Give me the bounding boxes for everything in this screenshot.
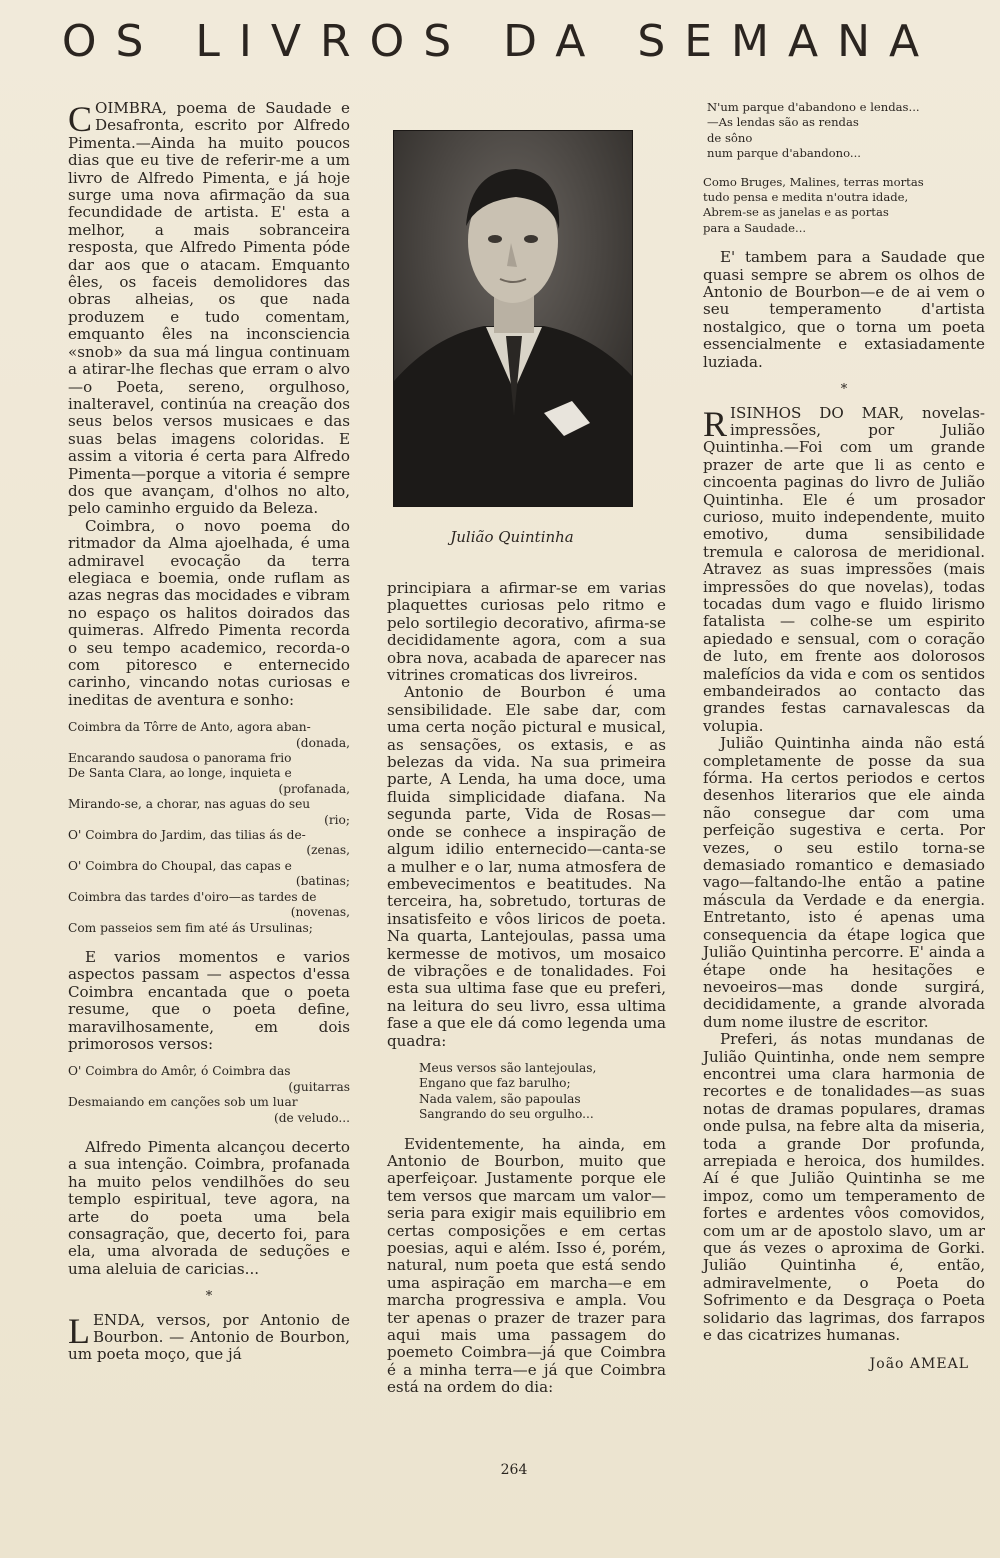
review-lenda-intro: LENDA, versos, por Antonio de Bourbon. — Antonio de Bourbon, um poeta moço, que já: [68, 1310, 350, 1364]
verse-line: Coimbra da Tôrre de Anto, agora aban-: [68, 720, 311, 735]
author-signature: João AMEAL: [869, 1356, 969, 1373]
column-middle: [387, 580, 666, 1397]
review-lenda-continued: principiara a afirmar-se em varias plaquettes curiosas pelo ritmo e pelo sortilegio decorativo, afirma-se decididamente agora, com a sua obra nova, acabada de aparecer nas vitrines cromaticas dos livreiros.: [387, 579, 666, 685]
verse-parque: [703, 100, 985, 162]
review-risinhos-conclusion: Preferi, ás notas mundanas de Julião Quintinha, onde nem sempre encontrei uma clara harmonia de recortes e de tonalidades—as suas notas de dramas populares, dramas onde pulsa, na febre alta da miseria, toda a grande Dor profunda, arrepiada e heroica, dos humildes. Aí é que Julião Quintinha se me impoz, como um temperamento de fortes e ardentes vôos comovidos, com um ar de apostolo slavo, um ar que ás vezes o aproxima de Gorki. Julião Quintinha é, então, admiravelmente, o Poeta do Sofrimento e da Desgraça o Poeta solidario das lagrimas, dos farrapos e das cicatrizes humanas.: [703, 1030, 985, 1345]
verse-bruges: [703, 175, 985, 237]
verse-line: De Santa Clara, ao longe, inquieta e: [68, 766, 292, 781]
column-left: [68, 100, 350, 1364]
review-coimbra-intro: COIMBRA, poema de Saudade e Desafronta, escrito por Alfredo Pimenta.—Ainda ha muito poucos dias que eu tive de referir-me a um livro de Alfredo Pimenta, e já hoje surge uma nova afirmação da sua fecundidade de artista. E' esta a melhor, a mais sobranceira resposta, que Alfredo Pimenta póde dar aos que o atacam. Emquanto êles, os faceis demolidores das obras alheias, os que nada produzem e tudo comentam, emquanto êles na inconsciencia «snob» da sua má lingua continuam a atirar-lhe flechas que erram o alvo—o Poeta, sereno, orgulhoso, inalteravel, continúa na creação dos seus belos versos musicaes e das suas belas imagens coloridas. E assim a vitoria é certa para Alfredo Pimenta—porque a vitoria é sempre dos que avançam, d'olhos no alto, pelo caminho erguido da Beleza.: [68, 99, 350, 518]
section-divider: *: [840, 382, 848, 398]
page-number: 264: [500, 1462, 528, 1478]
verse-line-continuation: (profanada,: [278, 781, 350, 796]
review-risinhos-style: Julião Quintinha ainda não está completamente de posse da sua fórma. Ha certos periodos e certos desenhos literarios que ele ainda não consegue dar com uma perfeição sugestiva e certa. Por vezes, o seu estilo torna-se demasiado romantico e demasiado vago—faltando-lhe então a patine máscula da Verdade e da energia. Entretanto, isto é apenas uma consequencia da étape logica que Julião Quintinha percorre. E' ainda a étape onde ha hesitações e nevoeiros—mas donde surgirá, decididamente, a grande alvorada dum nome ilustre de escritor.: [703, 734, 985, 1031]
review-coimbra-conclusion: Alfredo Pimenta alcançou decerto a sua intenção. Coimbra, profanada ha muito pelos vendilhões do seu templo espiritual, teve agora, na arte do poeta uma bela consagração, que, decerto foi, para ela, uma alvorada de seduções e uma aleluia de caricias...: [68, 1137, 350, 1278]
page-title: OS LIVROS DA SEMANA: [61, 16, 939, 67]
photo-caption: Julião Quintinha: [450, 528, 574, 546]
verse-line: Sangrando do seu orgulho...: [419, 1107, 594, 1122]
portrait-illustration: [394, 131, 632, 506]
verse-line: O' Coimbra do Choupal, das capas e: [68, 858, 292, 873]
verse-line: para a Saudade...: [703, 220, 807, 235]
verse-line-continuation: (batinas;: [295, 874, 350, 889]
review-lenda-saudade: E' tambem para a Saudade que quasi sempre se abrem os olhos de Antonio de Bourbon—e de ai vem o seu temperamento d'artista nostalgico, que o torna um poeta essencialmente e extasiadamente luziada.: [703, 248, 985, 371]
verse-line: tudo pensa e medita n'outra idade,: [703, 190, 909, 205]
verse-line: N'um parque d'abandono e lendas...: [707, 100, 920, 114]
review-lenda-body: Antonio de Bourbon é uma sensibilidade. Ele sabe dar, com uma certa noção pictural e musical, as sensações, os extasis, e as belezas da vida. Na sua primeira parte, A Lenda, ha uma doce, uma fluida simplicidade diafana. Na segunda parte, Vida de Rosas—onde se conhece a inspiração de algum idilio enternecido—canta-se a mulher e o lar, numa atmosfera de embevecimentos e beatitudes. Na terceira, ha, sobretudo, torturas de insatisfeito e vôos liricos de poeta. Na quarta, Lantejoulas, passa uma kermesse de motivos, um mosaico de vibrações e de tonalidades. Foi esta sua ultima fase que eu preferi, na leitura do seu livro, essa ultima fase a que ele dá como legenda uma quadra:: [387, 683, 666, 1050]
verse-line: Abrem-se as janelas e as portas: [703, 205, 889, 220]
drop-cap: R: [703, 403, 728, 444]
verse-line: Engano que faz barulho;: [419, 1076, 571, 1091]
drop-cap: C: [68, 99, 93, 139]
verse-line: Mirando-se, a chorar, nas aguas do seu: [68, 797, 311, 812]
verse-line: Com passeios sem fim até ás Ursulinas;: [68, 920, 313, 935]
verse-line-continuation: (zenas,: [306, 843, 350, 858]
verse-line: Como Bruges, Malines, terras mortas: [703, 174, 924, 189]
verse-coimbra-2: [68, 1064, 350, 1126]
verse-line-continuation: (guitarras: [288, 1079, 350, 1094]
verse-line: Nada valem, são papoulas: [419, 1091, 581, 1106]
verse-line: —As lendas são as rendas: [707, 115, 859, 130]
verse-line-continuation: (donada,: [296, 735, 350, 750]
verse-line: O' Coimbra do Jardim, das tilias ás de-: [68, 828, 306, 843]
verse-line: Meus versos são lantejoulas,: [419, 1060, 597, 1075]
section-divider: *: [205, 1289, 213, 1305]
verse-line: Coimbra das tardes d'oiro—as tardes de: [68, 889, 317, 904]
verse-coimbra-1: [68, 720, 350, 936]
review-lenda-critique: Evidentemente, ha ainda, em Antonio de Bourbon, muito que aperfeiçoar. Justamente porque ele tem versos que marcam um valor—seria para exigir mais equilibrio em certas composições e em certas poesias, aqui e além. Isso é, porém, natural, num poeta que está sendo uma aspiração em marcha—e em marcha progressiva e ampla. Vou ter apenas o prazer de trazer para aqui mais uma passagem do poemeto Coimbra—já que Coimbra é a minha terra—e já que Coimbra está na ordem do dia:: [387, 1134, 666, 1397]
column-right: [703, 100, 985, 1374]
verse-line-continuation: (novenas,: [290, 905, 350, 920]
verse-line: Desmaiando em canções sob um luar: [68, 1095, 298, 1110]
verse-line-continuation: (de veludo...: [273, 1110, 350, 1125]
verse-lantejoulas: [387, 1061, 666, 1123]
review-coimbra-aspects: E varios momentos e varios aspectos passam — aspectos d'essa Coimbra encantada que o poeta resume, que o poeta define, maravilhosamente, em dois primorosos versos:: [68, 947, 350, 1053]
verse-line: O' Coimbra do Amôr, ó Coimbra das: [68, 1064, 291, 1079]
review-coimbra-body: Coimbra, o novo poema do ritmador da Alma ajoelhada, é uma admiravel evocação da terra elegiaca e boemia, onde ruflam as azas negras das mocidades e vibram no espaço os halitos doirados das quimeras. Alfredo Pimenta recorda o seu tempo academico, recorda-o com pitoresco e enternecido carinho, vincando notas curiosas e ineditas de aventura e sonho:: [68, 516, 350, 709]
review-risinhos-intro: RISINHOS DO MAR, novelas-impressões, por Julião Quintinha.—Foi com um grande prazer de arte que li as cento e cincoenta paginas do livro de Julião Quintinha. Ele é um prosador curioso, muito independente, muito emotivo, duma sensibilidade tremula e calorosa de meridional. Atravez as suas impressões (mais impressões do que novelas), todas tocadas dum vago e fluido lirismo fatalista — colhe-se um espirito apiedado e sensual, com o coração de luto, em frente aos dolorosos malefícios da vida e com os sentidos embandeirados ao contacto das grandes festas carnavalescas da volupia.: [703, 403, 985, 735]
verse-line-continuation: (rio;: [324, 812, 350, 827]
drop-cap: L: [68, 1310, 90, 1351]
verse-line: num parque d'abandono...: [707, 146, 861, 161]
author-portrait-photo: [393, 130, 633, 507]
verse-line: de sôno: [707, 130, 753, 145]
verse-line: Encarando saudosa o panorama frio: [68, 751, 292, 766]
